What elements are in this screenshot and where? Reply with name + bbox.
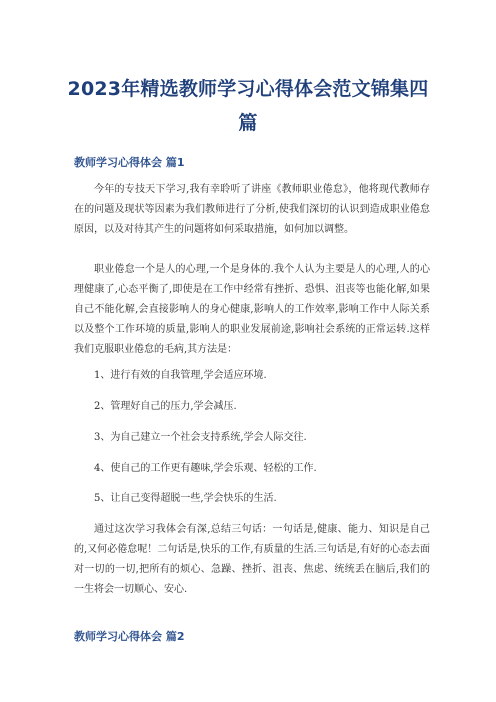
- section-heading-1: 教师学习心得体会 篇1: [74, 156, 185, 169]
- list-item: 4、使自己的工作更有趣味,学会乐观、轻松的工作.: [94, 463, 317, 474]
- paragraph-intro: 今年的专技天下学习,我有幸聆听了讲座《教师职业倦怠》，他将现代教师存在的问题及现状等因素为我们教师进行了分析,使我们深切的认识到造成职业倦怠原因，以及对待其产生的问题将如何采取措施，如何加以调整。: [74, 184, 430, 235]
- list-item: 3、为自己建立一个社会支持系统,学会人际交往.: [94, 432, 307, 443]
- paragraph-burnout: 职业倦怠一个是人的心理,一个是身体的.我个人认为主要是人的心理,人的心理健康了,心态平衡了,即使是在工作中经常有挫折、恐惧、沮丧等也能化解,如果自己不能化解,会直接影响人的身心健康,影响人的工作效率,影响工作中人际关系以及整个工作环境的质量,影响人的职业发展前途,影响社会系统的正常运转.这样我们克服职业倦怠的毛病,其方法是：: [74, 264, 430, 355]
- list-item: 5、让自己变得超脱一些,学会快乐的生活.: [94, 493, 277, 504]
- list-item: 2、管理好自己的压力,学会减压.: [94, 401, 237, 412]
- paragraph-closing: 通过这次学习我体会有深,总结三句话：一句话是,健康、能力、知识是自己的,又何必倦怠呢！二句话是,快乐的工作,有质量的生活.三句话是,有好的心态去面对一切的一切,把所有的烦心、急躁、挫折、沮丧、焦虑、统统丢在脑后,我们的一生将会一切顺心、安心.: [74, 524, 430, 595]
- section-heading-2: 教师学习心得体会 篇2: [74, 630, 185, 643]
- document-title: 2023年精选教师学习心得体会范文锦集四篇: [67, 78, 429, 134]
- list-item: 1、进行有效的自我管理,学会适应环境.: [94, 370, 267, 381]
